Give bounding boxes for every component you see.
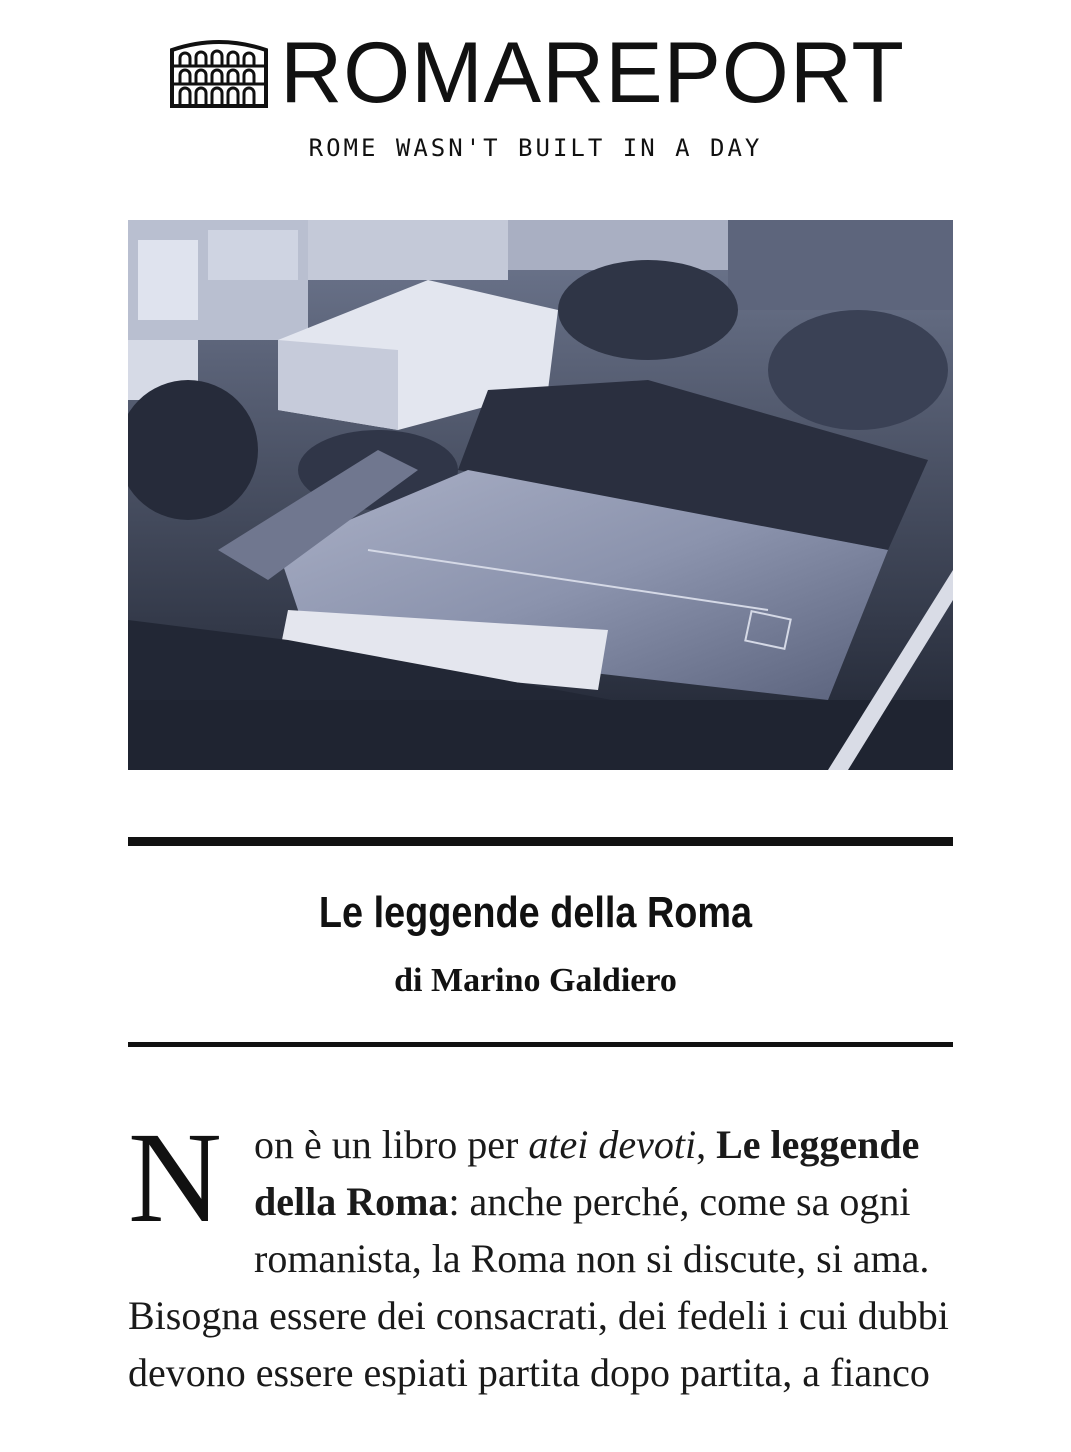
- body-text-segment: ,: [696, 1122, 717, 1167]
- hero-image: [128, 220, 953, 770]
- brand-link[interactable]: [166, 25, 905, 121]
- aerial-stadium-photo: [128, 220, 953, 770]
- drop-cap: N: [128, 1106, 222, 1250]
- article-author: di Marino Galdiero: [394, 962, 677, 999]
- body-italic-segment: atei devoti: [528, 1122, 697, 1167]
- site-tagline: ROME WASN'T BUILT IN A DAY: [308, 134, 763, 162]
- divider-bottom: [128, 1042, 953, 1047]
- site-name: ROMAREPORT: [280, 25, 905, 121]
- site-header: [0, 25, 1071, 121]
- body-bold-segment: Le leggende della Roma: [254, 1122, 920, 1224]
- article-title: Le leggende della Roma: [318, 888, 753, 937]
- colosseum-icon: [166, 36, 272, 110]
- article-body: [128, 1106, 958, 1401]
- body-text-segment: on è un libro per: [254, 1122, 529, 1167]
- body-text-segment: : anche perché, come sa ogni romanista, la Roma non si discute, si ama. Bisogna essere dei consacrati, dei fedeli i cui dubbi devono essere espiati partita dopo partita, a fianco: [128, 1179, 949, 1395]
- divider-top: [128, 837, 953, 846]
